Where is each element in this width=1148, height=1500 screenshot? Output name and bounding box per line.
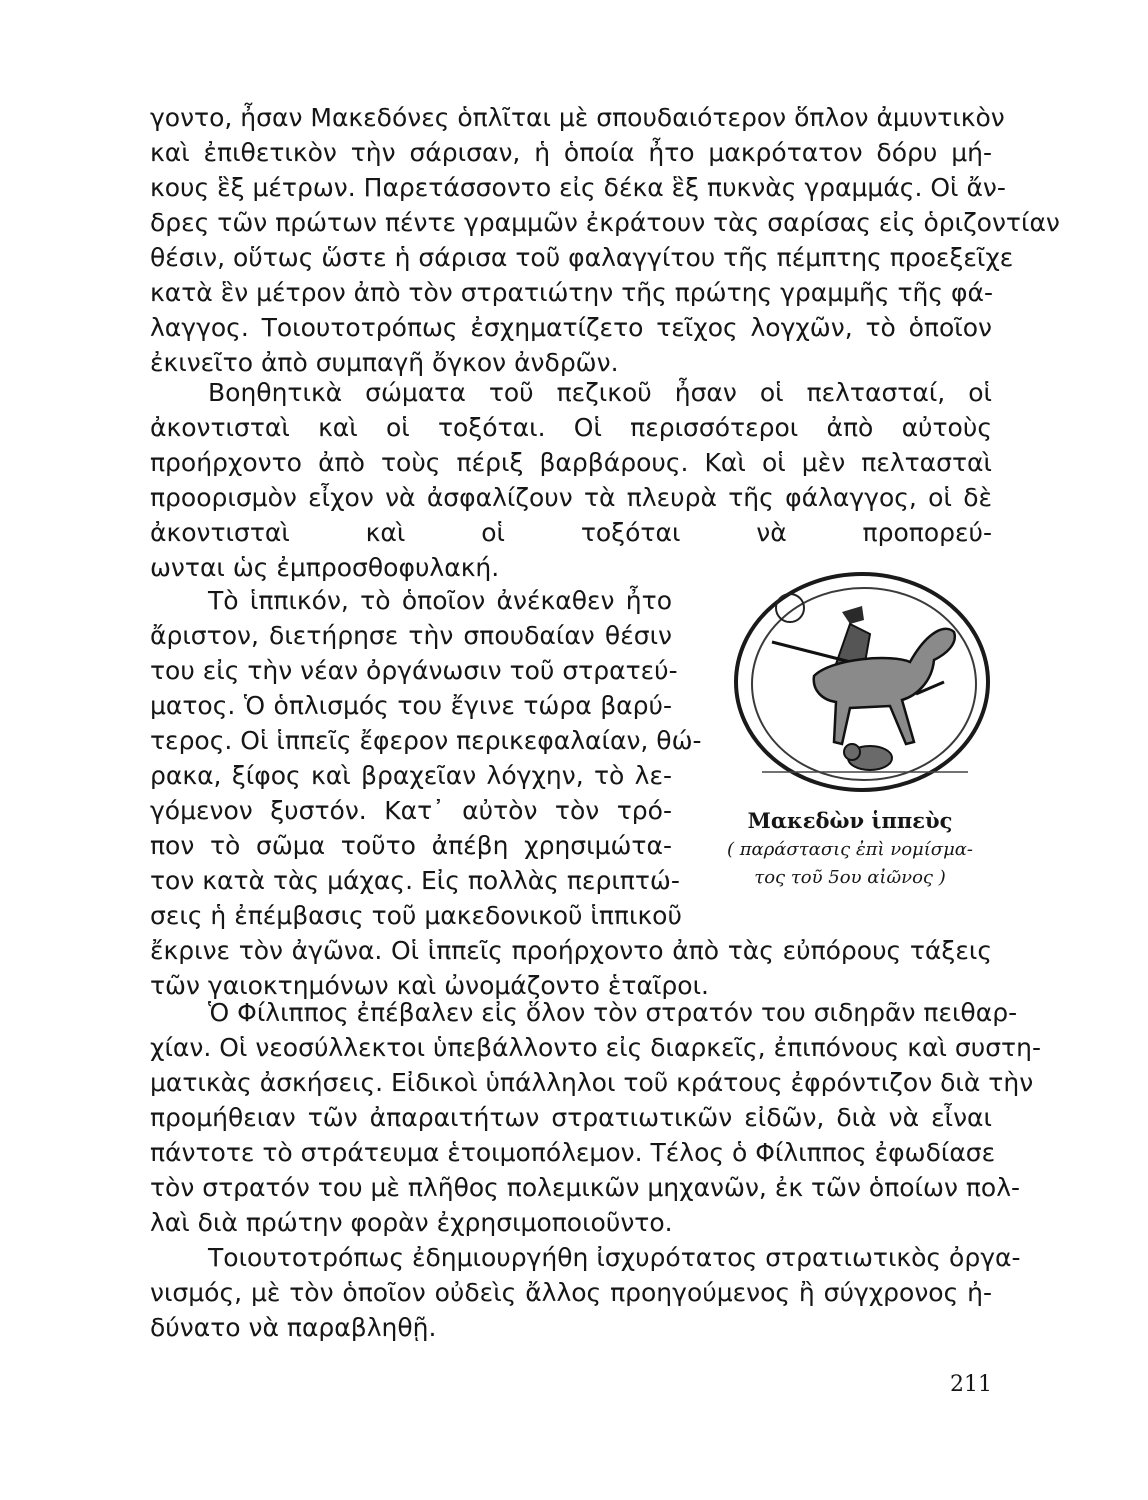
text-line: γοντο, ἦσαν Μακεδόνες ὁπλῖται μὲ σπουδαιότερον ὅπλον ἀμυντικὸν — [150, 103, 1005, 132]
text-line: λαὶ διὰ πρώτην φορὰν ἐχρησιμοποιοῦντο. — [150, 1208, 673, 1237]
text-line: του εἰς τὴν νέαν ὀργάνωσιν τοῦ στρατεύ- — [150, 656, 678, 685]
caption-subtitle: τος τοῦ 5ου αἰῶνος ) — [754, 867, 946, 888]
text-line: τῶν γαιοκτημόνων καὶ ὠνομάζοντο ἑταῖροι. — [150, 971, 709, 1000]
text-line: ἔκρινε τὸν ἀγῶνα. Οἱ ἱππεῖς προήρχοντο ἀπὸ τὰς εὐπόρους τάξεις — [150, 936, 992, 965]
text-line: ἀκοντισταὶ καὶ οἱ τοξόται. Οἱ περισσότεροι ἀπὸ αὐτοὺς — [150, 413, 992, 442]
text-line: προορισμὸν εἶχον νὰ ἀσφαλίζουν τὰ πλευρὰ τῆς φάλαγγος, οἱ δὲ — [150, 483, 992, 512]
text-line: ματος. Ὁ ὁπλισμός του ἔγινε τώρα βαρύ- — [150, 691, 672, 720]
caption-subtitle: ( παράστασις ἐπὶ νομίσμα- — [726, 839, 974, 860]
text-line: ἐκινεῖτο ἀπὸ συμπαγῆ ὄγκον ἀνδρῶν. — [150, 348, 619, 377]
paragraph-conclusion — [150, 1240, 1021, 1345]
text-line: δρες τῶν πρώτων πέντε γραμμῶν ἐκράτουν τὰς σαρίσας εἰς ὁριζοντίαν — [150, 208, 1060, 237]
text-line: γόμενον ξυστόν. Κατ᾽ αὐτὸν τὸν τρό- — [150, 796, 672, 825]
text-line: δύνατο νὰ παραβληθῇ. — [150, 1313, 437, 1342]
text-line: πον τὸ σῶμα τοῦτο ἀπέβη χρησιμώτα- — [150, 831, 672, 860]
text-line: θέσιν, οὕτως ὥστε ἡ σάρισα τοῦ φαλαγγίτου τῆς πέμπτης προεξεῖχε — [150, 243, 1014, 272]
text-line: λαγγος. Τοιουτοτρόπως ἐσχηματίζετο τεῖχος λογχῶν, τὸ ὁποῖον — [150, 313, 992, 342]
text-line: καὶ ἐπιθετικὸν τὴν σάρισαν, ἡ ὁποία ἦτο μακρότατον δόρυ μή- — [150, 138, 992, 167]
text-line: ἄριστον, διετήρησε τὴν σπουδαίαν θέσιν — [150, 621, 672, 650]
text-line: Ὁ Φίλιππος ἐπέβαλεν εἰς ὅλον τὸν στρατόν του σιδηρᾶν πειθαρ- — [208, 998, 1018, 1027]
text-line: Τὸ ἱππικόν, τὸ ὁποῖον ἀνέκαθεν ἦτο — [208, 586, 672, 615]
text-line: τον κατὰ τὰς μάχας. Εἰς πολλὰς περιπτώ- — [150, 866, 680, 895]
text-line: κους ἓξ μέτρων. Παρετάσσοντο εἰς δέκα ἓξ πυκνὰς γραμμάς. Οἱ ἄν- — [150, 173, 1006, 202]
text-line: ωνται ὡς ἐμπροσθοφυλακή. — [150, 553, 500, 582]
text-line: Τοιουτοτρόπως ἐδημιουργήθη ἰσχυρότατος στρατιωτικὸς ὀργα- — [208, 1243, 1021, 1272]
text-line: σεις ἡ ἐπέμβασις τοῦ μακεδονικοῦ ἱππικοῦ — [150, 901, 682, 930]
text-line: προήρχοντο ἀπὸ τοὺς πέριξ βαρβάρους. Καὶ οἱ μὲν πελτασταὶ — [150, 448, 992, 477]
text-line: νισμός, μὲ τὸν ὁποῖον οὐδεὶς ἄλλος προηγούμενος ἢ σύγχρονος ἠ- — [150, 1278, 992, 1307]
page-number: 211 — [950, 1372, 992, 1397]
text-line: τερος. Οἱ ἱππεῖς ἔφερον περικεφαλαίαν, θώ- — [150, 726, 702, 755]
paragraph-auxiliary-troops — [150, 375, 992, 585]
text-line: χίαν. Οἱ νεοσύλλεκτοι ὑπεβάλλοντο εἰς διαρκεῖς, ἐπιπόνους καὶ συστη- — [150, 1033, 1041, 1062]
figure-caption — [700, 806, 1000, 892]
text-line: ρακα, ξίφος καὶ βραχεῖαν λόγχην, τὸ λε- — [150, 761, 672, 790]
paragraph-phalanx — [150, 100, 1060, 380]
text-line: ματικὰς ἀσκήσεις. Εἰδικοὶ ὑπάλληλοι τοῦ κράτους ἐφρόντιζον διὰ τὴν — [150, 1068, 1034, 1097]
coin-horseman-icon — [732, 572, 996, 798]
text-line: προμήθειαν τῶν ἀπαραιτήτων στρατιωτικῶν εἰδῶν, διὰ νὰ εἶναι — [150, 1103, 992, 1132]
paragraph-discipline — [150, 995, 1041, 1240]
caption-title: Μακεδὼν ἱππεὺς — [747, 808, 953, 833]
text-line: Βοηθητικὰ σώματα τοῦ πεζικοῦ ἦσαν οἱ πελτασταί, οἱ — [208, 378, 992, 407]
text-line: ἀκοντισταὶ καὶ οἱ τοξόται νὰ προπορεύ- — [150, 518, 992, 547]
text-line: τὸν στρατόν του μὲ πλῆθος πολεμικῶν μηχανῶν, ἐκ τῶν ὁποίων πολ- — [150, 1173, 1021, 1202]
text-line: πάντοτε τὸ στράτευμα ἑτοιμοπόλεμον. Τέλος ὁ Φίλιππος ἐφωδίασε — [150, 1138, 996, 1167]
text-line: κατὰ ἓν μέτρον ἀπὸ τὸν στρατιώτην τῆς πρώτης γραμμῆς τῆς φά- — [150, 278, 994, 307]
